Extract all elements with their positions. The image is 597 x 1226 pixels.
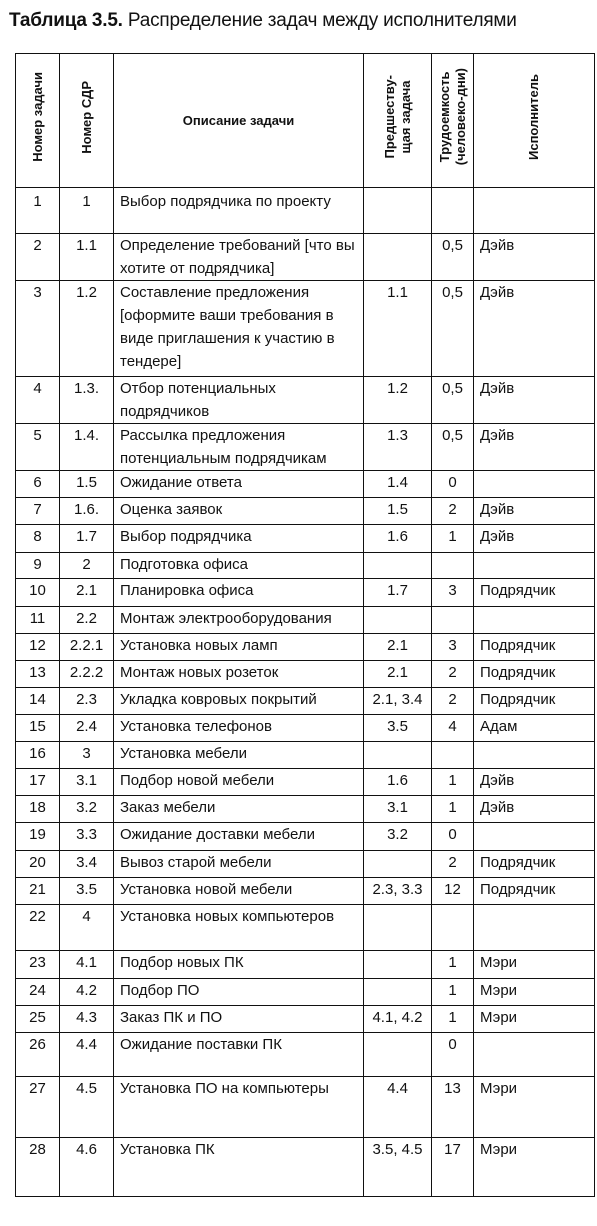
cell-predecessor: 4.1, 4.2 [364, 1006, 432, 1033]
cell-predecessor: 1.3 [364, 424, 432, 471]
cell-executor: Подрядчик [474, 661, 595, 688]
cell-description: Заказ ПК и ПО [114, 1006, 364, 1033]
cell-description: Установка ПК [114, 1138, 364, 1197]
cell-description: Планировка офиса [114, 579, 364, 607]
cell-wbs-number: 3.4 [60, 851, 114, 878]
cell-wbs-number: 2.2 [60, 607, 114, 634]
table-row [16, 281, 595, 377]
cell-description: Ожидание поставки ПК [114, 1033, 364, 1077]
table-row [16, 688, 595, 715]
header-description: Описание задачи [114, 54, 364, 188]
cell-predecessor [364, 188, 432, 234]
cell-executor [474, 905, 595, 951]
cell-executor: Мэри [474, 1138, 595, 1197]
cell-description: Ожидание доставки мебели [114, 823, 364, 851]
cell-executor [474, 553, 595, 579]
caption-title: Распределение задач между исполнителями [127, 10, 517, 31]
cell-predecessor [364, 234, 432, 281]
cell-effort: 0,5 [432, 377, 474, 424]
cell-description: Оценка заявок [114, 498, 364, 525]
cell-effort [432, 607, 474, 634]
cell-executor [474, 823, 595, 851]
cell-executor: Подрядчик [474, 634, 595, 661]
cell-predecessor: 1.6 [364, 769, 432, 796]
cell-effort: 0,5 [432, 234, 474, 281]
cell-predecessor: 1.5 [364, 498, 432, 525]
cell-executor: Дэйв [474, 234, 595, 281]
cell-task-number: 16 [16, 742, 60, 769]
cell-predecessor: 3.5 [364, 715, 432, 742]
header-wbs-number: Номер СДР [60, 54, 114, 188]
task-table [15, 53, 595, 1197]
cell-description: Заказ мебели [114, 796, 364, 823]
cell-predecessor: 1.7 [364, 579, 432, 607]
table-row [16, 188, 595, 234]
cell-executor: Дэйв [474, 498, 595, 525]
cell-task-number: 21 [16, 878, 60, 905]
cell-predecessor [364, 851, 432, 878]
cell-executor: Подрядчик [474, 878, 595, 905]
header-effort: Трудоемкость (человеко-дни) [432, 54, 474, 188]
table-row [16, 471, 595, 498]
cell-effort: 1 [432, 769, 474, 796]
cell-task-number: 2 [16, 234, 60, 281]
cell-executor: Мэри [474, 979, 595, 1006]
cell-task-number: 22 [16, 905, 60, 951]
cell-task-number: 6 [16, 471, 60, 498]
cell-effort: 3 [432, 634, 474, 661]
table-row [16, 607, 595, 634]
cell-effort: 1 [432, 796, 474, 823]
cell-effort: 1 [432, 951, 474, 979]
table-row [16, 1077, 595, 1138]
cell-predecessor: 1.2 [364, 377, 432, 424]
cell-task-number: 20 [16, 851, 60, 878]
cell-predecessor [364, 607, 432, 634]
cell-task-number: 11 [16, 607, 60, 634]
cell-predecessor: 1.6 [364, 525, 432, 553]
cell-description: Установка мебели [114, 742, 364, 769]
cell-description: Определение требований [что вы хотите от подрядчика] [114, 234, 364, 281]
cell-executor: Дэйв [474, 281, 595, 377]
cell-wbs-number: 4.2 [60, 979, 114, 1006]
cell-executor [474, 607, 595, 634]
cell-description: Подготовка офиса [114, 553, 364, 579]
cell-effort: 2 [432, 851, 474, 878]
cell-wbs-number: 1.2 [60, 281, 114, 377]
table-row [16, 905, 595, 951]
cell-wbs-number: 3.1 [60, 769, 114, 796]
table-row [16, 742, 595, 769]
cell-description: Монтаж новых розеток [114, 661, 364, 688]
table-row [16, 715, 595, 742]
cell-executor [474, 1033, 595, 1077]
cell-task-number: 27 [16, 1077, 60, 1138]
cell-wbs-number: 4 [60, 905, 114, 951]
cell-executor [474, 471, 595, 498]
cell-effort: 0 [432, 1033, 474, 1077]
cell-executor: Дэйв [474, 377, 595, 424]
cell-executor: Подрядчик [474, 579, 595, 607]
cell-executor [474, 742, 595, 769]
cell-wbs-number: 3 [60, 742, 114, 769]
cell-description: Отбор потенциальных подрядчиков [114, 377, 364, 424]
cell-predecessor: 1.4 [364, 471, 432, 498]
cell-effort [432, 188, 474, 234]
cell-description: Установка новых ламп [114, 634, 364, 661]
cell-task-number: 15 [16, 715, 60, 742]
table-row [16, 979, 595, 1006]
cell-description: Подбор новой мебели [114, 769, 364, 796]
cell-executor: Дэйв [474, 424, 595, 471]
cell-description: Вывоз старой мебели [114, 851, 364, 878]
cell-effort [432, 742, 474, 769]
cell-description: Подбор новых ПК [114, 951, 364, 979]
cell-task-number: 28 [16, 1138, 60, 1197]
cell-task-number: 23 [16, 951, 60, 979]
table-row [16, 234, 595, 281]
cell-effort: 0,5 [432, 281, 474, 377]
cell-executor: Дэйв [474, 525, 595, 553]
cell-effort: 1 [432, 1006, 474, 1033]
cell-task-number: 25 [16, 1006, 60, 1033]
cell-effort: 13 [432, 1077, 474, 1138]
cell-wbs-number: 1.5 [60, 471, 114, 498]
cell-description: Установка новых компьютеров [114, 905, 364, 951]
cell-description: Рассылка предложения потенциальным подрядчикам [114, 424, 364, 471]
cell-predecessor: 2.1 [364, 661, 432, 688]
cell-effort: 1 [432, 979, 474, 1006]
cell-task-number: 26 [16, 1033, 60, 1077]
cell-task-number: 5 [16, 424, 60, 471]
cell-effort: 2 [432, 688, 474, 715]
cell-description: Ожидание ответа [114, 471, 364, 498]
cell-predecessor: 4.4 [364, 1077, 432, 1138]
cell-executor: Мэри [474, 951, 595, 979]
cell-task-number: 4 [16, 377, 60, 424]
table-row [16, 851, 595, 878]
cell-task-number: 19 [16, 823, 60, 851]
cell-executor: Подрядчик [474, 851, 595, 878]
cell-effort: 1 [432, 525, 474, 553]
table-row [16, 579, 595, 607]
cell-wbs-number: 4.5 [60, 1077, 114, 1138]
cell-description: Установка ПО на компьютеры [114, 1077, 364, 1138]
table-row [16, 525, 595, 553]
cell-executor [474, 188, 595, 234]
cell-wbs-number: 3.3 [60, 823, 114, 851]
cell-wbs-number: 2.2.1 [60, 634, 114, 661]
cell-predecessor [364, 979, 432, 1006]
table-caption [9, 10, 517, 32]
cell-wbs-number: 2.4 [60, 715, 114, 742]
cell-effort [432, 905, 474, 951]
cell-predecessor [364, 905, 432, 951]
table-row [16, 951, 595, 979]
cell-wbs-number: 4.4 [60, 1033, 114, 1077]
header-executor: Исполнитель [474, 54, 595, 188]
cell-wbs-number: 1.1 [60, 234, 114, 281]
cell-effort: 17 [432, 1138, 474, 1197]
caption-number: Таблица 3.5. [9, 10, 123, 31]
cell-task-number: 10 [16, 579, 60, 607]
cell-executor: Мэри [474, 1077, 595, 1138]
cell-task-number: 18 [16, 796, 60, 823]
cell-description: Установка новой мебели [114, 878, 364, 905]
header-task-number: Номер задачи [16, 54, 60, 188]
table-row [16, 769, 595, 796]
cell-executor: Адам [474, 715, 595, 742]
cell-effort: 0 [432, 471, 474, 498]
cell-effort: 0 [432, 823, 474, 851]
cell-effort: 3 [432, 579, 474, 607]
cell-predecessor: 2.3, 3.3 [364, 878, 432, 905]
cell-description: Монтаж электрооборудования [114, 607, 364, 634]
cell-effort [432, 553, 474, 579]
cell-wbs-number: 1.6. [60, 498, 114, 525]
header-row [16, 54, 595, 188]
cell-task-number: 8 [16, 525, 60, 553]
cell-task-number: 7 [16, 498, 60, 525]
cell-description: Выбор подрядчика [114, 525, 364, 553]
cell-predecessor: 3.1 [364, 796, 432, 823]
cell-description: Установка телефонов [114, 715, 364, 742]
cell-effort: 2 [432, 661, 474, 688]
cell-wbs-number: 1 [60, 188, 114, 234]
cell-task-number: 12 [16, 634, 60, 661]
table-row [16, 1006, 595, 1033]
cell-executor: Подрядчик [474, 688, 595, 715]
cell-wbs-number: 4.1 [60, 951, 114, 979]
cell-predecessor [364, 553, 432, 579]
table-row [16, 553, 595, 579]
cell-executor: Дэйв [474, 796, 595, 823]
table-row [16, 823, 595, 851]
table-row [16, 1033, 595, 1077]
cell-task-number: 14 [16, 688, 60, 715]
cell-wbs-number: 2.1 [60, 579, 114, 607]
cell-description: Составление предложения [оформите ваши требования в виде приглашения к участию в тендере] [114, 281, 364, 377]
table-row [16, 878, 595, 905]
cell-effort: 0,5 [432, 424, 474, 471]
table-row [16, 1138, 595, 1197]
cell-predecessor [364, 742, 432, 769]
table-row [16, 634, 595, 661]
cell-task-number: 24 [16, 979, 60, 1006]
cell-predecessor [364, 951, 432, 979]
cell-wbs-number: 1.4. [60, 424, 114, 471]
table-row [16, 377, 595, 424]
table-row [16, 796, 595, 823]
cell-wbs-number: 3.2 [60, 796, 114, 823]
cell-predecessor: 3.2 [364, 823, 432, 851]
cell-predecessor: 1.1 [364, 281, 432, 377]
cell-description: Укладка ковровых покрытий [114, 688, 364, 715]
cell-wbs-number: 1.3. [60, 377, 114, 424]
cell-task-number: 3 [16, 281, 60, 377]
cell-wbs-number: 1.7 [60, 525, 114, 553]
cell-wbs-number: 2 [60, 553, 114, 579]
cell-wbs-number: 4.6 [60, 1138, 114, 1197]
cell-effort: 12 [432, 878, 474, 905]
cell-executor: Дэйв [474, 769, 595, 796]
table-row [16, 424, 595, 471]
cell-description: Выбор подрядчика по проекту [114, 188, 364, 234]
table-row [16, 498, 595, 525]
cell-task-number: 9 [16, 553, 60, 579]
cell-task-number: 13 [16, 661, 60, 688]
cell-predecessor: 3.5, 4.5 [364, 1138, 432, 1197]
cell-predecessor: 2.1 [364, 634, 432, 661]
cell-description: Подбор ПО [114, 979, 364, 1006]
cell-wbs-number: 2.3 [60, 688, 114, 715]
cell-predecessor: 2.1, 3.4 [364, 688, 432, 715]
cell-task-number: 17 [16, 769, 60, 796]
cell-executor: Мэри [474, 1006, 595, 1033]
cell-task-number: 1 [16, 188, 60, 234]
cell-wbs-number: 4.3 [60, 1006, 114, 1033]
cell-wbs-number: 2.2.2 [60, 661, 114, 688]
header-predecessor: Предшеству- щая задача [364, 54, 432, 188]
cell-wbs-number: 3.5 [60, 878, 114, 905]
cell-effort: 2 [432, 498, 474, 525]
cell-predecessor [364, 1033, 432, 1077]
table-row [16, 661, 595, 688]
cell-effort: 4 [432, 715, 474, 742]
